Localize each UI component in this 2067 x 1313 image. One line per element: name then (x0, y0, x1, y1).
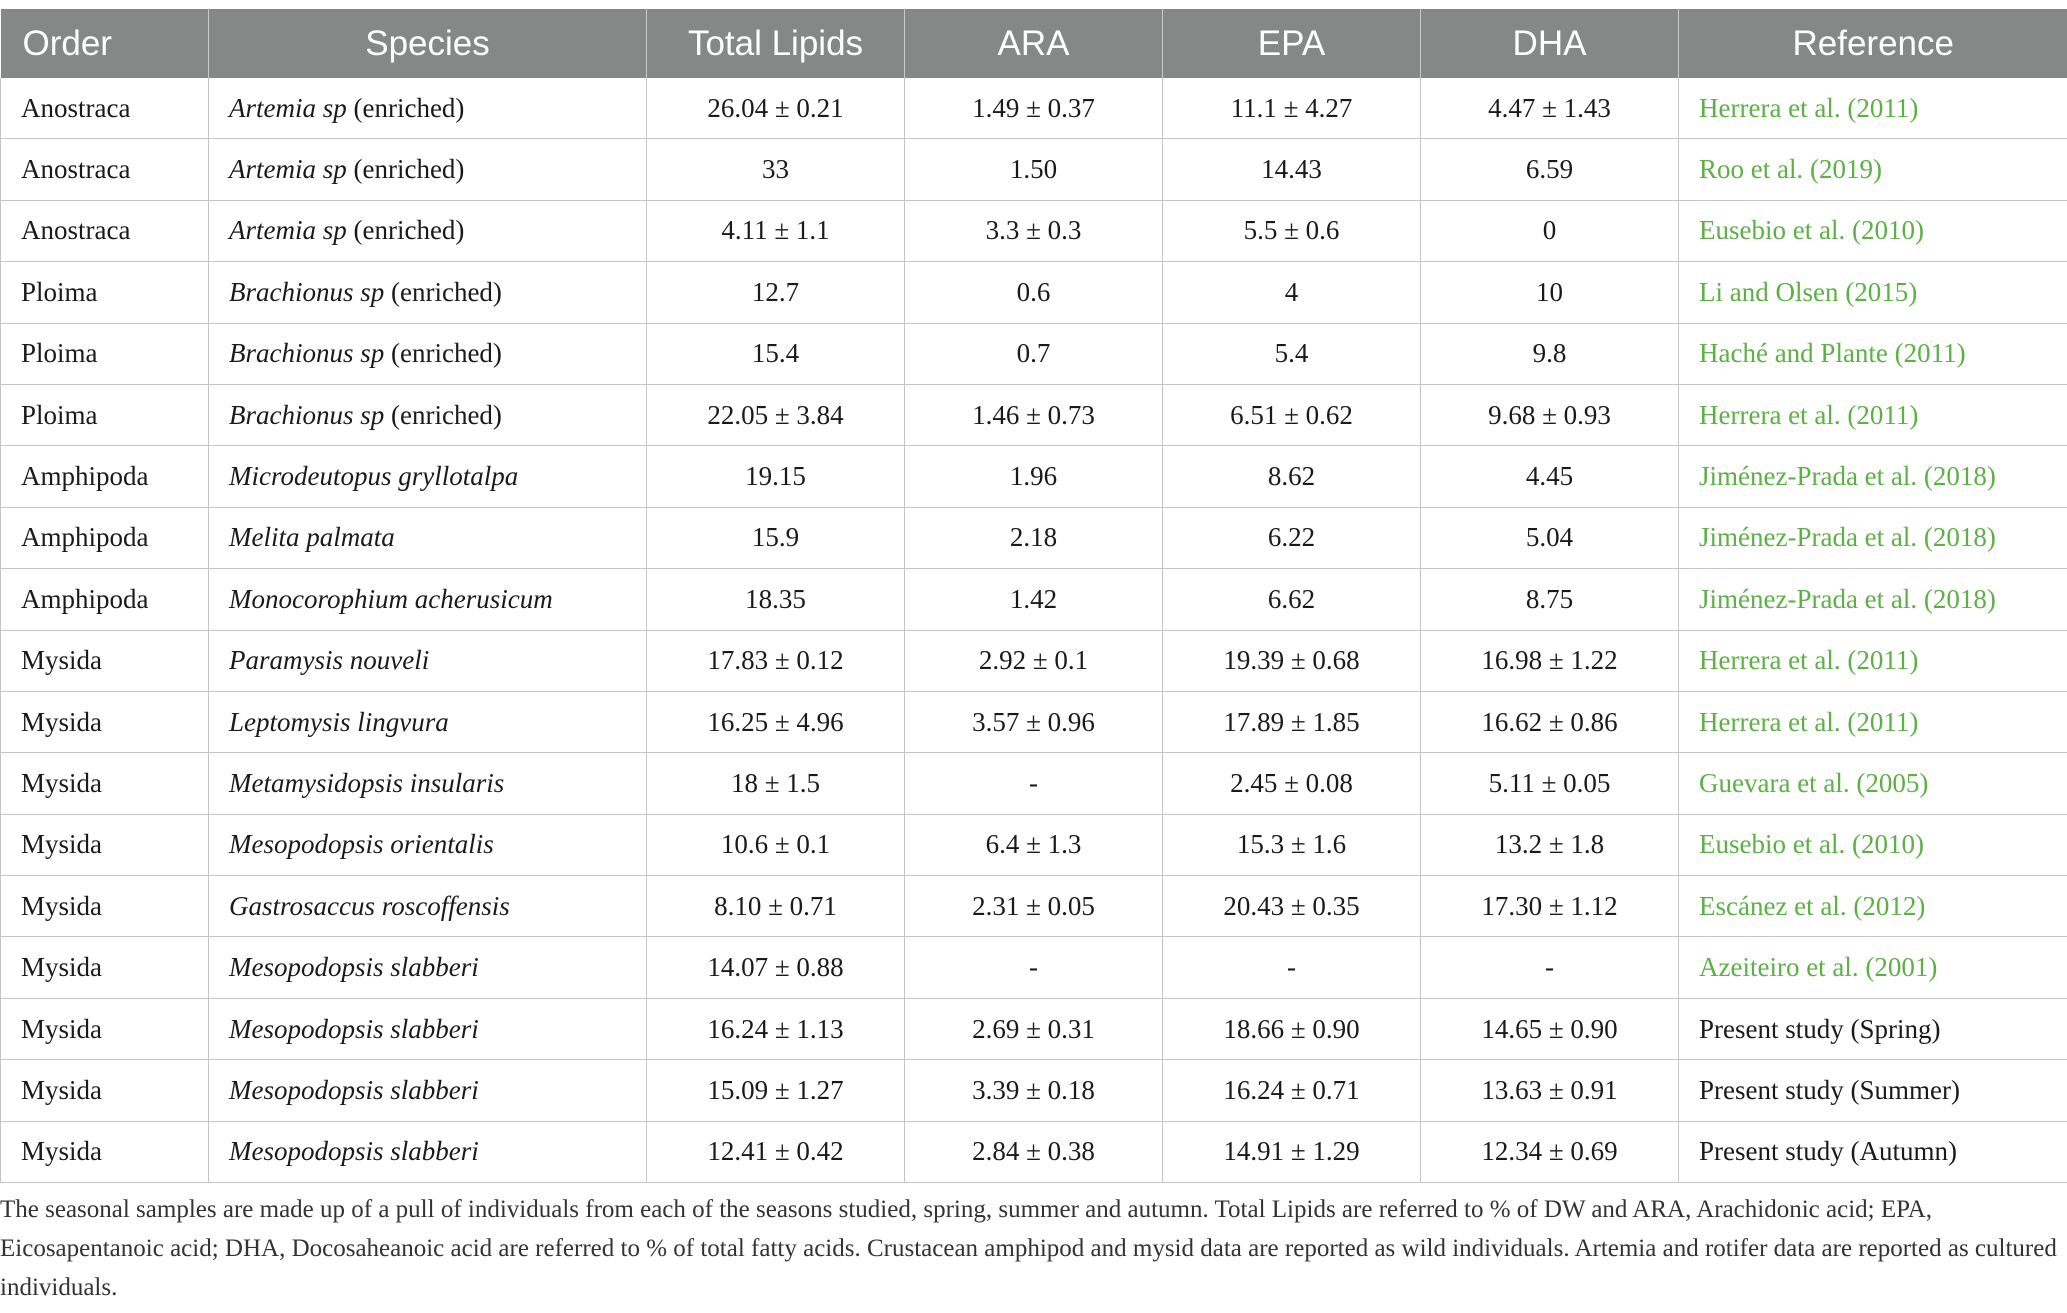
species-name: Mesopodopsis orientalis (229, 829, 494, 860)
cell-dha: 9.8 (1421, 323, 1679, 384)
species-name: Brachionus sp (229, 338, 385, 369)
cell-total-lipids: 10.6 ± 0.1 (647, 814, 905, 875)
cell-epa: 20.43 ± 0.35 (1163, 876, 1421, 937)
reference-link[interactable]: Jiménez-Prada et al. (2018) (1699, 522, 1996, 553)
cell-dha: 14.65 ± 0.90 (1421, 998, 1679, 1059)
cell-species (209, 937, 647, 998)
species-name: Artemia sp (229, 154, 347, 185)
cell-epa: 2.45 ± 0.08 (1163, 753, 1421, 814)
cell-species (209, 998, 647, 1059)
cell-species (209, 139, 647, 200)
cell-epa: 5.4 (1163, 323, 1421, 384)
species-qualifier: (enriched) (384, 399, 502, 430)
table-row (1, 446, 2067, 507)
cell-dha: 4.45 (1421, 446, 1679, 507)
cell-ara: 2.18 (905, 507, 1163, 568)
cell-species (209, 691, 647, 752)
cell-ara: 1.42 (905, 569, 1163, 630)
cell-ara: 2.84 ± 0.38 (905, 1121, 1163, 1182)
cell-reference (1679, 691, 2067, 752)
header-row (1, 9, 2067, 78)
cell-order: Mysida (1, 814, 209, 875)
reference-link[interactable]: Jiménez-Prada et al. (2018) (1699, 461, 1996, 492)
reference-text: Present study (Autumn) (1699, 1136, 1957, 1167)
reference-link[interactable]: Escánez et al. (2012) (1699, 890, 1926, 921)
reference-link[interactable]: Guevara et al. (2005) (1699, 767, 1929, 798)
species-qualifier: (enriched) (346, 92, 465, 123)
table-row (1, 384, 2067, 445)
species-name: Brachionus sp (229, 399, 385, 430)
header-reference: Reference (1679, 9, 2067, 78)
table-row (1, 569, 2067, 630)
cell-order: Anostraca (1, 139, 209, 200)
cell-reference (1679, 200, 2067, 261)
table-row (1, 200, 2067, 261)
cell-species (209, 262, 647, 323)
cell-species (209, 569, 647, 630)
cell-ara: 1.50 (905, 139, 1163, 200)
cell-dha: 16.62 ± 0.86 (1421, 691, 1679, 752)
reference-link[interactable]: Herrera et al. (2011) (1699, 399, 1919, 430)
cell-dha: 9.68 ± 0.93 (1421, 384, 1679, 445)
table-footnote: The seasonal samples are made up of a pull of individuals from each of the seasons studied, spring, summer and autumn. Total Lipids are referred to % of DW and ARA, Arachidonic acid; EPA, Eicosapentanoic acid; DHA, Docosaheanoic acid are referred to % of total fatty acids. Crustacean amphipod and mysid data are reported as wild individuals. Artemia and rotifer data are reported as cultured individuals. (0, 1196, 2057, 1301)
cell-ara: 2.69 ± 0.31 (905, 998, 1163, 1059)
cell-reference (1679, 569, 2067, 630)
species-name: Leptomysis lingvura (229, 706, 449, 737)
species-qualifier: (enriched) (384, 338, 502, 369)
cell-epa: 4 (1163, 262, 1421, 323)
cell-species (209, 323, 647, 384)
reference-link[interactable]: Li and Olsen (2015) (1699, 276, 1918, 307)
cell-total-lipids: 18 ± 1.5 (647, 753, 905, 814)
cell-order: Mysida (1, 876, 209, 937)
cell-total-lipids: 33 (647, 139, 905, 200)
cell-species (209, 753, 647, 814)
cell-ara: 3.57 ± 0.96 (905, 691, 1163, 752)
cell-dha: 16.98 ± 1.22 (1421, 630, 1679, 691)
cell-order: Ploima (1, 262, 209, 323)
cell-order: Mysida (1, 1060, 209, 1121)
reference-link[interactable]: Herrera et al. (2011) (1699, 706, 1919, 737)
cell-order: Mysida (1, 998, 209, 1059)
cell-dha: 0 (1421, 200, 1679, 261)
cell-order: Anostraca (1, 200, 209, 261)
cell-species (209, 1060, 647, 1121)
cell-reference (1679, 446, 2067, 507)
cell-dha: 10 (1421, 262, 1679, 323)
cell-ara: 0.7 (905, 323, 1163, 384)
species-qualifier: (enriched) (346, 215, 465, 246)
cell-order: Amphipoda (1, 446, 209, 507)
species-name: Mesopodopsis slabberi (229, 1074, 479, 1105)
table-header (1, 9, 2067, 78)
header-species: Species (209, 9, 647, 78)
table-row (1, 323, 2067, 384)
reference-link[interactable]: Roo et al. (2019) (1699, 154, 1882, 185)
cell-total-lipids: 18.35 (647, 569, 905, 630)
table-row (1, 876, 2067, 937)
table-row (1, 507, 2067, 568)
header-total-lipids: Total Lipids (647, 9, 905, 78)
cell-order: Mysida (1, 937, 209, 998)
cell-epa: 5.5 ± 0.6 (1163, 200, 1421, 261)
table-row (1, 1121, 2067, 1182)
cell-species (209, 384, 647, 445)
cell-order: Mysida (1, 691, 209, 752)
table-row (1, 998, 2067, 1059)
species-name: Microdeutopus gryllotalpa (229, 461, 519, 492)
cell-reference (1679, 998, 2067, 1059)
cell-total-lipids: 14.07 ± 0.88 (647, 937, 905, 998)
cell-dha: 13.63 ± 0.91 (1421, 1060, 1679, 1121)
reference-link[interactable]: Herrera et al. (2011) (1699, 92, 1919, 123)
cell-dha: 5.11 ± 0.05 (1421, 753, 1679, 814)
species-name: Gastrosaccus roscoffensis (229, 890, 510, 921)
table-row (1, 1060, 2067, 1121)
table-row (1, 139, 2067, 200)
cell-ara: - (905, 937, 1163, 998)
cell-reference (1679, 753, 2067, 814)
cell-epa: 6.62 (1163, 569, 1421, 630)
cell-total-lipids: 12.7 (647, 262, 905, 323)
cell-reference (1679, 814, 2067, 875)
cell-species (209, 876, 647, 937)
reference-link[interactable]: Eusebio et al. (2010) (1699, 829, 1924, 860)
cell-total-lipids: 19.15 (647, 446, 905, 507)
cell-total-lipids: 15.9 (647, 507, 905, 568)
cell-epa: 14.91 ± 1.29 (1163, 1121, 1421, 1182)
cell-total-lipids: 15.09 ± 1.27 (647, 1060, 905, 1121)
cell-species (209, 507, 647, 568)
cell-order: Amphipoda (1, 569, 209, 630)
table-row (1, 691, 2067, 752)
table-row (1, 753, 2067, 814)
cell-species (209, 78, 647, 139)
cell-ara: 0.6 (905, 262, 1163, 323)
cell-reference (1679, 507, 2067, 568)
cell-species (209, 446, 647, 507)
cell-epa: 15.3 ± 1.6 (1163, 814, 1421, 875)
reference-link[interactable]: Eusebio et al. (2010) (1699, 215, 1924, 246)
table-row (1, 262, 2067, 323)
cell-dha: 5.04 (1421, 507, 1679, 568)
table-row (1, 78, 2067, 139)
cell-order: Amphipoda (1, 507, 209, 568)
cell-total-lipids: 16.25 ± 4.96 (647, 691, 905, 752)
cell-dha: 17.30 ± 1.12 (1421, 876, 1679, 937)
cell-order: Ploima (1, 323, 209, 384)
cell-ara: 2.31 ± 0.05 (905, 876, 1163, 937)
cell-reference (1679, 1121, 2067, 1182)
cell-epa: 18.66 ± 0.90 (1163, 998, 1421, 1059)
cell-order: Mysida (1, 1121, 209, 1182)
cell-reference (1679, 78, 2067, 139)
cell-total-lipids: 16.24 ± 1.13 (647, 998, 905, 1059)
species-name: Mesopodopsis slabberi (229, 1136, 479, 1167)
cell-epa: 6.51 ± 0.62 (1163, 384, 1421, 445)
header-order: Order (1, 9, 209, 78)
species-qualifier: (enriched) (384, 276, 502, 307)
cell-epa: 8.62 (1163, 446, 1421, 507)
species-name: Monocorophium acherusicum (229, 583, 553, 614)
cell-reference (1679, 937, 2067, 998)
species-name: Metamysidopsis insularis (229, 767, 505, 798)
cell-reference (1679, 139, 2067, 200)
cell-species (209, 200, 647, 261)
cell-ara: 6.4 ± 1.3 (905, 814, 1163, 875)
reference-text: Present study (Spring) (1699, 1013, 1941, 1044)
cell-ara: - (905, 753, 1163, 814)
table-body (1, 78, 2067, 1183)
reference-text: Present study (Summer) (1699, 1074, 1960, 1105)
cell-total-lipids: 12.41 ± 0.42 (647, 1121, 905, 1182)
cell-epa: 19.39 ± 0.68 (1163, 630, 1421, 691)
cell-dha: 6.59 (1421, 139, 1679, 200)
cell-ara: 3.3 ± 0.3 (905, 200, 1163, 261)
table-row (1, 814, 2067, 875)
reference-link[interactable]: Jiménez-Prada et al. (2018) (1699, 583, 1996, 614)
reference-link[interactable]: Haché and Plante (2011) (1699, 338, 1966, 369)
cell-total-lipids: 8.10 ± 0.71 (647, 876, 905, 937)
cell-epa: 14.43 (1163, 139, 1421, 200)
species-name: Mesopodopsis slabberi (229, 952, 479, 983)
table-row (1, 937, 2067, 998)
cell-epa: 17.89 ± 1.85 (1163, 691, 1421, 752)
cell-dha: - (1421, 937, 1679, 998)
cell-order: Mysida (1, 630, 209, 691)
cell-ara: 1.96 (905, 446, 1163, 507)
cell-ara: 2.92 ± 0.1 (905, 630, 1163, 691)
cell-reference (1679, 262, 2067, 323)
cell-dha: 12.34 ± 0.69 (1421, 1121, 1679, 1182)
header-epa: EPA (1163, 9, 1421, 78)
cell-total-lipids: 4.11 ± 1.1 (647, 200, 905, 261)
species-name: Artemia sp (229, 215, 347, 246)
cell-epa: 11.1 ± 4.27 (1163, 78, 1421, 139)
cell-reference (1679, 384, 2067, 445)
cell-order: Mysida (1, 753, 209, 814)
cell-total-lipids: 26.04 ± 0.21 (647, 78, 905, 139)
header-ara: ARA (905, 9, 1163, 78)
species-name: Brachionus sp (229, 276, 385, 307)
cell-epa: - (1163, 937, 1421, 998)
lipid-fatty-acid-table (0, 9, 2067, 1183)
cell-reference (1679, 1060, 2067, 1121)
species-qualifier: (enriched) (346, 154, 465, 185)
cell-ara: 3.39 ± 0.18 (905, 1060, 1163, 1121)
cell-epa: 16.24 ± 0.71 (1163, 1060, 1421, 1121)
species-name: Paramysis nouveli (229, 645, 430, 676)
cell-reference (1679, 323, 2067, 384)
cell-species (209, 630, 647, 691)
table-row (1, 630, 2067, 691)
cell-total-lipids: 17.83 ± 0.12 (647, 630, 905, 691)
cell-order: Anostraca (1, 78, 209, 139)
cell-epa: 6.22 (1163, 507, 1421, 568)
cell-dha: 8.75 (1421, 569, 1679, 630)
cell-dha: 4.47 ± 1.43 (1421, 78, 1679, 139)
cell-ara: 1.46 ± 0.73 (905, 384, 1163, 445)
cell-total-lipids: 15.4 (647, 323, 905, 384)
species-name: Artemia sp (229, 92, 347, 123)
reference-link[interactable]: Azeiteiro et al. (2001) (1699, 952, 1938, 983)
species-name: Melita palmata (229, 522, 395, 553)
cell-reference (1679, 876, 2067, 937)
cell-total-lipids: 22.05 ± 3.84 (647, 384, 905, 445)
cell-order: Ploima (1, 384, 209, 445)
header-dha: DHA (1421, 9, 1679, 78)
cell-reference (1679, 630, 2067, 691)
species-name: Mesopodopsis slabberi (229, 1013, 479, 1044)
cell-ara: 1.49 ± 0.37 (905, 78, 1163, 139)
cell-species (209, 1121, 647, 1182)
reference-link[interactable]: Herrera et al. (2011) (1699, 645, 1919, 676)
cell-species (209, 814, 647, 875)
cell-dha: 13.2 ± 1.8 (1421, 814, 1679, 875)
